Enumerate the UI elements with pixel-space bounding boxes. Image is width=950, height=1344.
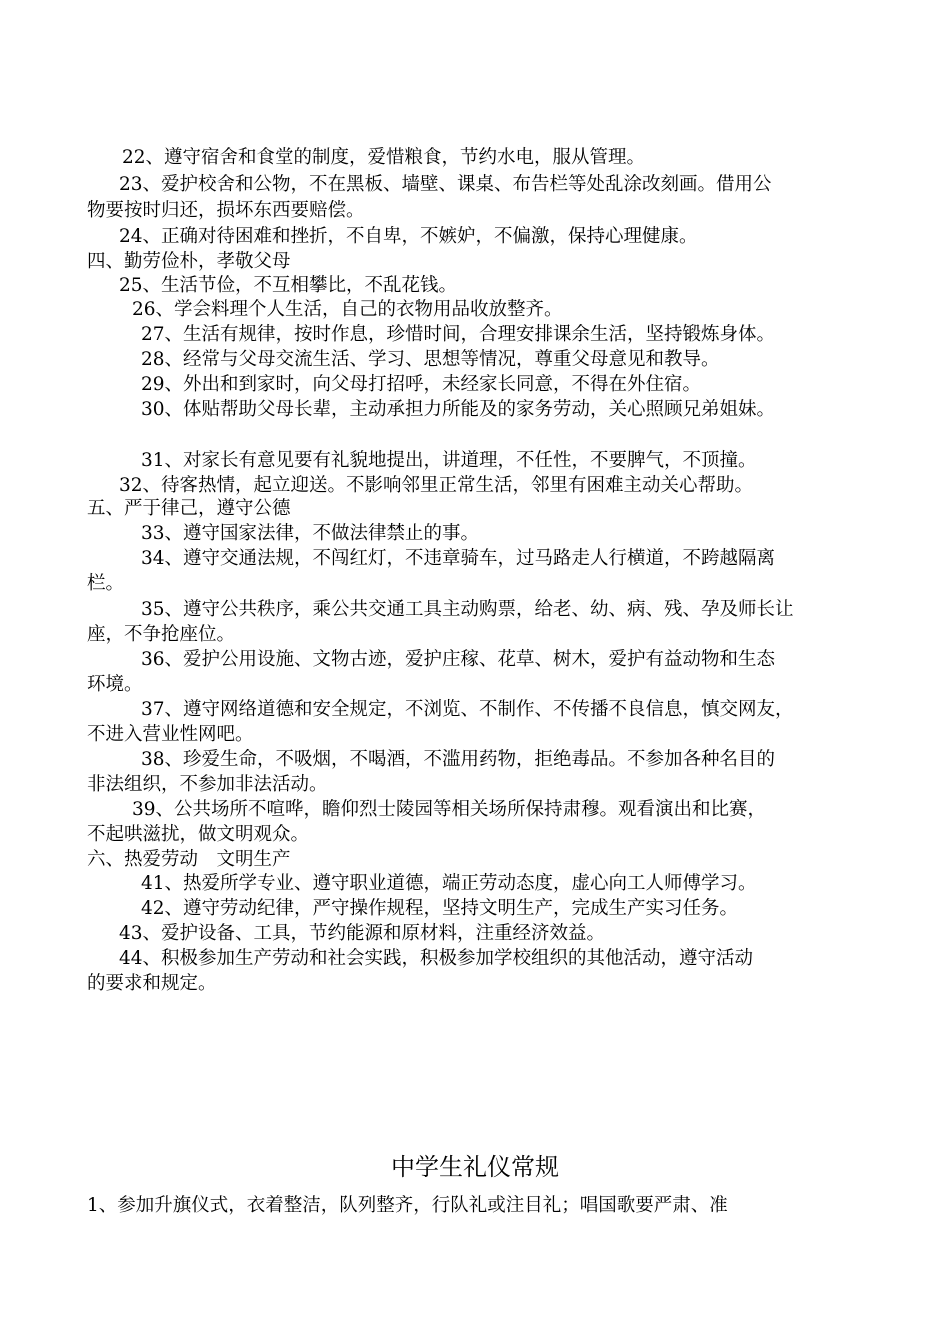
rule-36: 36、爱护公用设施、文物古迹，爱护庄稼、花草、树木，爱护有益动物和生态 [141,649,776,670]
rule-23-continued: 物要按时归还，损坏东西要赔偿。 [87,200,365,221]
rule-44-continued: 的要求和规定。 [87,973,217,994]
rule-27: 27、生活有规律，按时作息，珍惜时间，合理安排课余生活，坚持锻炼身体。 [141,324,776,345]
rule-38-continued: 非法组织，不参加非法活动。 [87,774,328,795]
rule-37-continued: 不进入营业性网吧。 [87,724,254,745]
rule-38: 38、珍爱生命，不吸烟，不喝酒，不滥用药物，拒绝毒品。不参加各种名目的 [141,749,776,770]
rule-25: 25、生活节俭，不互相攀比，不乱花钱。 [119,275,458,296]
rule-42: 42、遵守劳动纪律，严守操作规程，坚持文明生产，完成生产实习任务。 [141,898,739,919]
rule-39: 39、公共场所不喧哗，瞻仰烈士陵园等相关场所保持肃穆。观看演出和比赛， [132,799,767,820]
etiquette-rule-1: 1、参加升旗仪式，衣着整洁，队列整齐，行队礼或注目礼；唱国歌要严肃、准 [87,1195,728,1216]
rule-39-continued: 不起哄滋扰，做文明观众。 [87,824,310,845]
rule-36-continued: 环境。 [87,674,143,695]
rule-31: 31、对家长有意见要有礼貌地提出，讲道理，不任性，不要脾气，不顶撞。 [141,450,757,471]
rule-33: 33、遵守国家法律，不做法律禁止的事。 [141,523,480,544]
rule-28: 28、经常与父母交流生活、学习、思想等情况，尊重父母意见和教导。 [141,349,720,370]
section-5-heading: 五、严于律己，遵守公德 [87,498,291,519]
page-title: 中学生礼仪常规 [391,1153,559,1181]
rule-32: 32、待客热情，起立迎送。不影响邻里正常生活，邻里有困难主动关心帮助。 [119,475,754,496]
rule-34-continued: 栏。 [87,573,125,594]
rule-35: 35、遵守公共秩序，乘公共交通工具主动购票，给老、幼、病、残、孕及师长让 [141,599,794,620]
rule-37: 37、遵守网络道德和安全规定，不浏览、不制作、不传播不良信息，慎交网友， [141,699,794,720]
rule-34: 34、遵守交通法规，不闯红灯，不违章骑车，过马路走人行横道，不跨越隔离 [141,548,776,569]
rule-44: 44、积极参加生产劳动和社会实践，积极参加学校组织的其他活动，遵守活动 [119,948,754,969]
rule-24: 24、正确对待困难和挫折，不自卑，不嫉妒，不偏激，保持心理健康。 [119,226,698,247]
rule-30: 30、体贴帮助父母长辈，主动承担力所能及的家务劳动，关心照顾兄弟姐妹。 [141,399,776,420]
section-4-heading: 四、勤劳俭朴，孝敬父母 [87,251,291,272]
rule-26: 26、学会料理个人生活，自己的衣物用品收放整齐。 [132,299,563,320]
section-6-heading: 六、热爱劳动 文明生产 [87,849,291,870]
rule-43: 43、爱护设备、工具，节约能源和原材料，注重经济效益。 [119,923,606,944]
rule-41: 41、热爱所学专业、遵守职业道德，端正劳动态度，虚心向工人师傅学习。 [141,873,757,894]
rule-35-continued: 座，不争抢座位。 [87,624,236,645]
rule-29: 29、外出和到家时，向父母打招呼，未经家长同意，不得在外住宿。 [141,374,702,395]
rule-23: 23、爱护校舍和公物，不在黑板、墙壁、课桌、布告栏等处乱涂改刻画。借用公 [119,174,772,195]
rule-22: 22、遵守宿舍和食堂的制度，爱惜粮食，节约水电，服从管理。 [122,147,646,168]
